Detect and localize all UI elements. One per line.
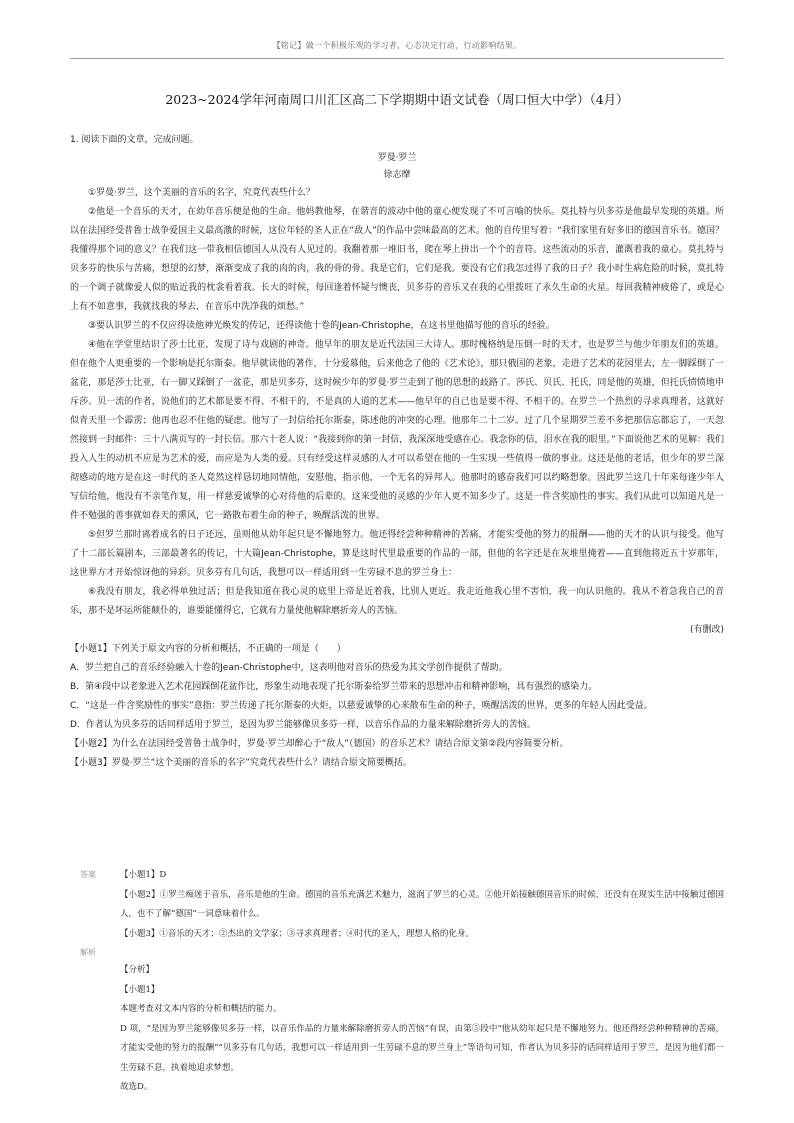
question-content [70,131,724,773]
option-d: D．作者认为贝多芬的话同样适用于罗兰，是因为罗兰能够像贝多芬一样，以音乐作品的力量来解除磨折旁人的苦恼。 [70,720,536,730]
analysis-line: D 项，“是因为罗兰能够像贝多芬一样，以音乐作品的力量来解除磨折旁人的苦恼”有误，由第⑤段中“他从幼年起只是不懈地努力。他还得经尝种种精神的苦痛，才能实受他的努力的报酬”“贝多芬有几句话，我想可以一样适用到一生劳碌不息的罗兰身上”等语句可知，作者认为贝多芬的话同样适用于罗兰，是因为他们都一生劳碌不息，执着地追求梦想。 [120,1023,724,1073]
edit-note: (有删改) [689,625,724,635]
analysis-line: 【分析】 [120,965,155,975]
header-divider [70,58,724,59]
answer-line: 【小题1】D [120,870,167,880]
subquestion-1: 【小题1】下列关于原文内容的分析和概括，不正确的一项是（ ） [70,644,346,654]
option-c: C．“这是一件含奖励性的事实”意指：罗兰传递了托尔斯泰的火炬，以慈爱诚挚的心来散布生命的种子，唤醒活泼的世界，更多的年轻人因此受益。 [70,701,653,711]
essay-paragraph: ②他是一个音乐的天才，在幼年音乐便是他的生命。他妈教他琴，在谐音的波动中他的童心便发现了不可言喻的快乐。莫扎特与贝多芬是他最早发现的英雄。所以在法国经受普鲁士战争爱国主义最高激的时候，这位年轻的圣人正在“敌人”的作品中尝味最高的艺术。他的自传里写着：“我们家里有好多旧的德国音乐书。德国？我懂得那个词的意义？在我们这一带我相信德国人从没有人见过的。我翻着那一堆旧书，爬在琴上拼出一个个的音符。这些流动的乐音，灌溉着我的童心。莫扎特与贝多芬的快乐与苦痛，想望的幻梦，渐渐变成了我的肉的肉，我的骨的骨。我是它们，它们是我。要没有它们我怎过得了我的日子？我小时生病危险的时候，莫扎特的一个调子就像爱人似的贴近我的枕衾看着我。长大的时候，每回逢着怀疑与懊丧，贝多芬的音乐又在我的心里拨旺了永久生命的火星。每回我精神疲倦了，或是心上有不如意事，我就找我的琴去，在音乐中洗净我的烦愁。” [70,207,724,312]
analysis-section [80,944,726,1098]
analysis-line: 【小题1】 [120,984,160,995]
document-title: 2023~2024学年河南周口川汇区高二下学期期中语文试卷（周口恒大中学）（4月） [165,92,629,107]
analysis-line: 本题考查对文本内容的分析和概括的能力。 [120,1004,282,1014]
answer-line: 【小题3】①音乐的天才；②杰出的文学家；③寻求真理者；④时代的圣人，理想人格的化身。 [120,928,474,939]
analysis-line: 故选D。 [120,1082,153,1092]
analysis-label: 解析 [80,948,96,957]
option-b: B．第④段中以老象进入艺术花园踩倒花盆作比，形象生动地表现了托尔斯泰给罗兰带来的思想冲击和精神影响，具有强烈的感染力。 [70,682,598,692]
essay-paragraph: ③要认识罗兰的不仅应得读他神光焕发的传记，还得读他十卷的Jean-Christophe，在这书里他描写他的音乐的经验。 [88,321,555,331]
option-a: A．罗兰把自己的音乐经验融入十卷的Jean-Christophe中，这表明他对音乐的热爱为其文学创作提供了帮助。 [70,663,508,673]
subquestion-3: 【小题3】罗曼·罗兰“这个美丽的音乐的名字”究竟代表些什么？请结合原文简要概括。 [70,758,412,768]
analysis-body [120,944,724,1098]
answer-body [120,866,724,944]
essay-paragraph: ⑥我没有朋友，我必得单独过活；但是我知道在我心灵的底里上帝是近着我，比别人更近。我走近他我心里不害怕，我一向认识他的。我从不着急我自己的音乐，那不是坏运所能颠仆的，谁要能懂得它，它就有力量使他解除磨折旁人的苦恼。 [70,587,724,616]
motto-banner: 【铭记】做一个积极乐观的学习者，心态决定行动，行动影响结果。 [272,41,522,50]
essay-paragraph: ①罗曼·罗兰，这个美丽的音乐的名字，究竟代表些什么？ [88,188,315,198]
subquestion-2: 【小题2】为什么在法国经受普鲁士战争时，罗曼·罗兰却醉心于“敌人”（德国）的音乐艺术？请结合原文第②段内容简要分析。 [70,739,569,749]
answer-section [80,866,726,944]
essay-author: 徐志摩 [383,170,411,180]
essay-paragraph: ⑤但罗兰那时离着成名的日子还远，虽则他从幼年起只是不懈地努力。他还得经尝种种精神的苦痛，才能实受他的努力的报酬——他的天才的认识与接受。他写了十二部长篇剧本，三部最著名的传记，十大篇Jean-Christophe，算是这时代里最重要的作品的一部，但他的名字还是在灰堆里掩着——直到他将近五十岁那年，这世界方才开始惊讶他的异彩。贝多芬有几句话，我想可以一样适用到一生劳碌不息的罗兰身上： [70,530,724,578]
answer-line: 【小题2】①罗兰痴迷于音乐，音乐是他的生命。德国的音乐充满艺术魅力，滋润了罗兰的心灵。②他开始接触德国音乐的时候，还没有在现实生活中接触过德国人，也不了解“德国”一词意味着什么。 [120,889,724,919]
essay-paragraph: ④他在学堂里结识了莎士比亚，发现了诗与戏剧的神奇。他早年的朋友是近代法国三大诗人。那时槐格纳是压倒一时的天才，也是罗兰与他少年朋友们的英雄。但在他个人更重要的一个影响是托尔斯泰。他早就读他的著作，十分爱慕他，后来他念了他的《艺术论》，那只俄国的老象，走进了艺术的花园里去，左一脚踩倒了一盆花，那是莎士比亚，右一脚又踩倒了一盆花，那是贝多芬，这时候少年的罗曼·罗兰走到了他的思想的歧路了。莎氏、贝氏、托氏，同是他的英雄，但托氏愤愤地申斥莎、贝一流的作者，说他们的艺术都是要不得、不相干的，不是真的人道的艺术——他早年的自己也是要不得、不相干的。在罗兰一个热烈的寻求真理者，这就好似青天里一个霹雳；他再也忍不住他的疑虑。他写了一封信给托尔斯泰，陈述他的冲突的心理。他那年二十二岁。过了几个星期罗兰差不多把那信忘都忘了，一天忽然接到一封邮件：三十八满页写的一封长信。那六十老人说：“我接到你的第一封信，我深深地受感在心。我念你的信，泪水在我的眼里。”下面说他艺术的见解：我们投入人生的动机不应是为艺术的爱，而应是为人类的爱。只有经受这样灵感的人才可以希望在他的一生实现一些值得一做的事业。这还是他的老话，但少年的罗兰深彻感动的地方是在这一时代的圣人竟然这样恳切地同情他，安慰他，指示他，一个无名的异邦人。他那时的感奋我们可以约略想象。因此罗兰这几十年来每逢少年人写信给他，他没有不亲笔作复，用一样慈爱诚挚的心对待他的后辈的。这来受他的灵感的少年人更不知多少了。这是一件含奖励性的事实。我们从此可以知道凡是一件不勉强的善事就如春天的熏风，它一路散布着生命的种子，唤醒活泼的世界。 [70,340,724,521]
answer-label: 答案 [80,870,96,879]
essay-title: 罗曼·罗兰 [377,153,417,163]
question-heading: 1. 阅读下面的文章，完成问题。 [70,135,199,145]
